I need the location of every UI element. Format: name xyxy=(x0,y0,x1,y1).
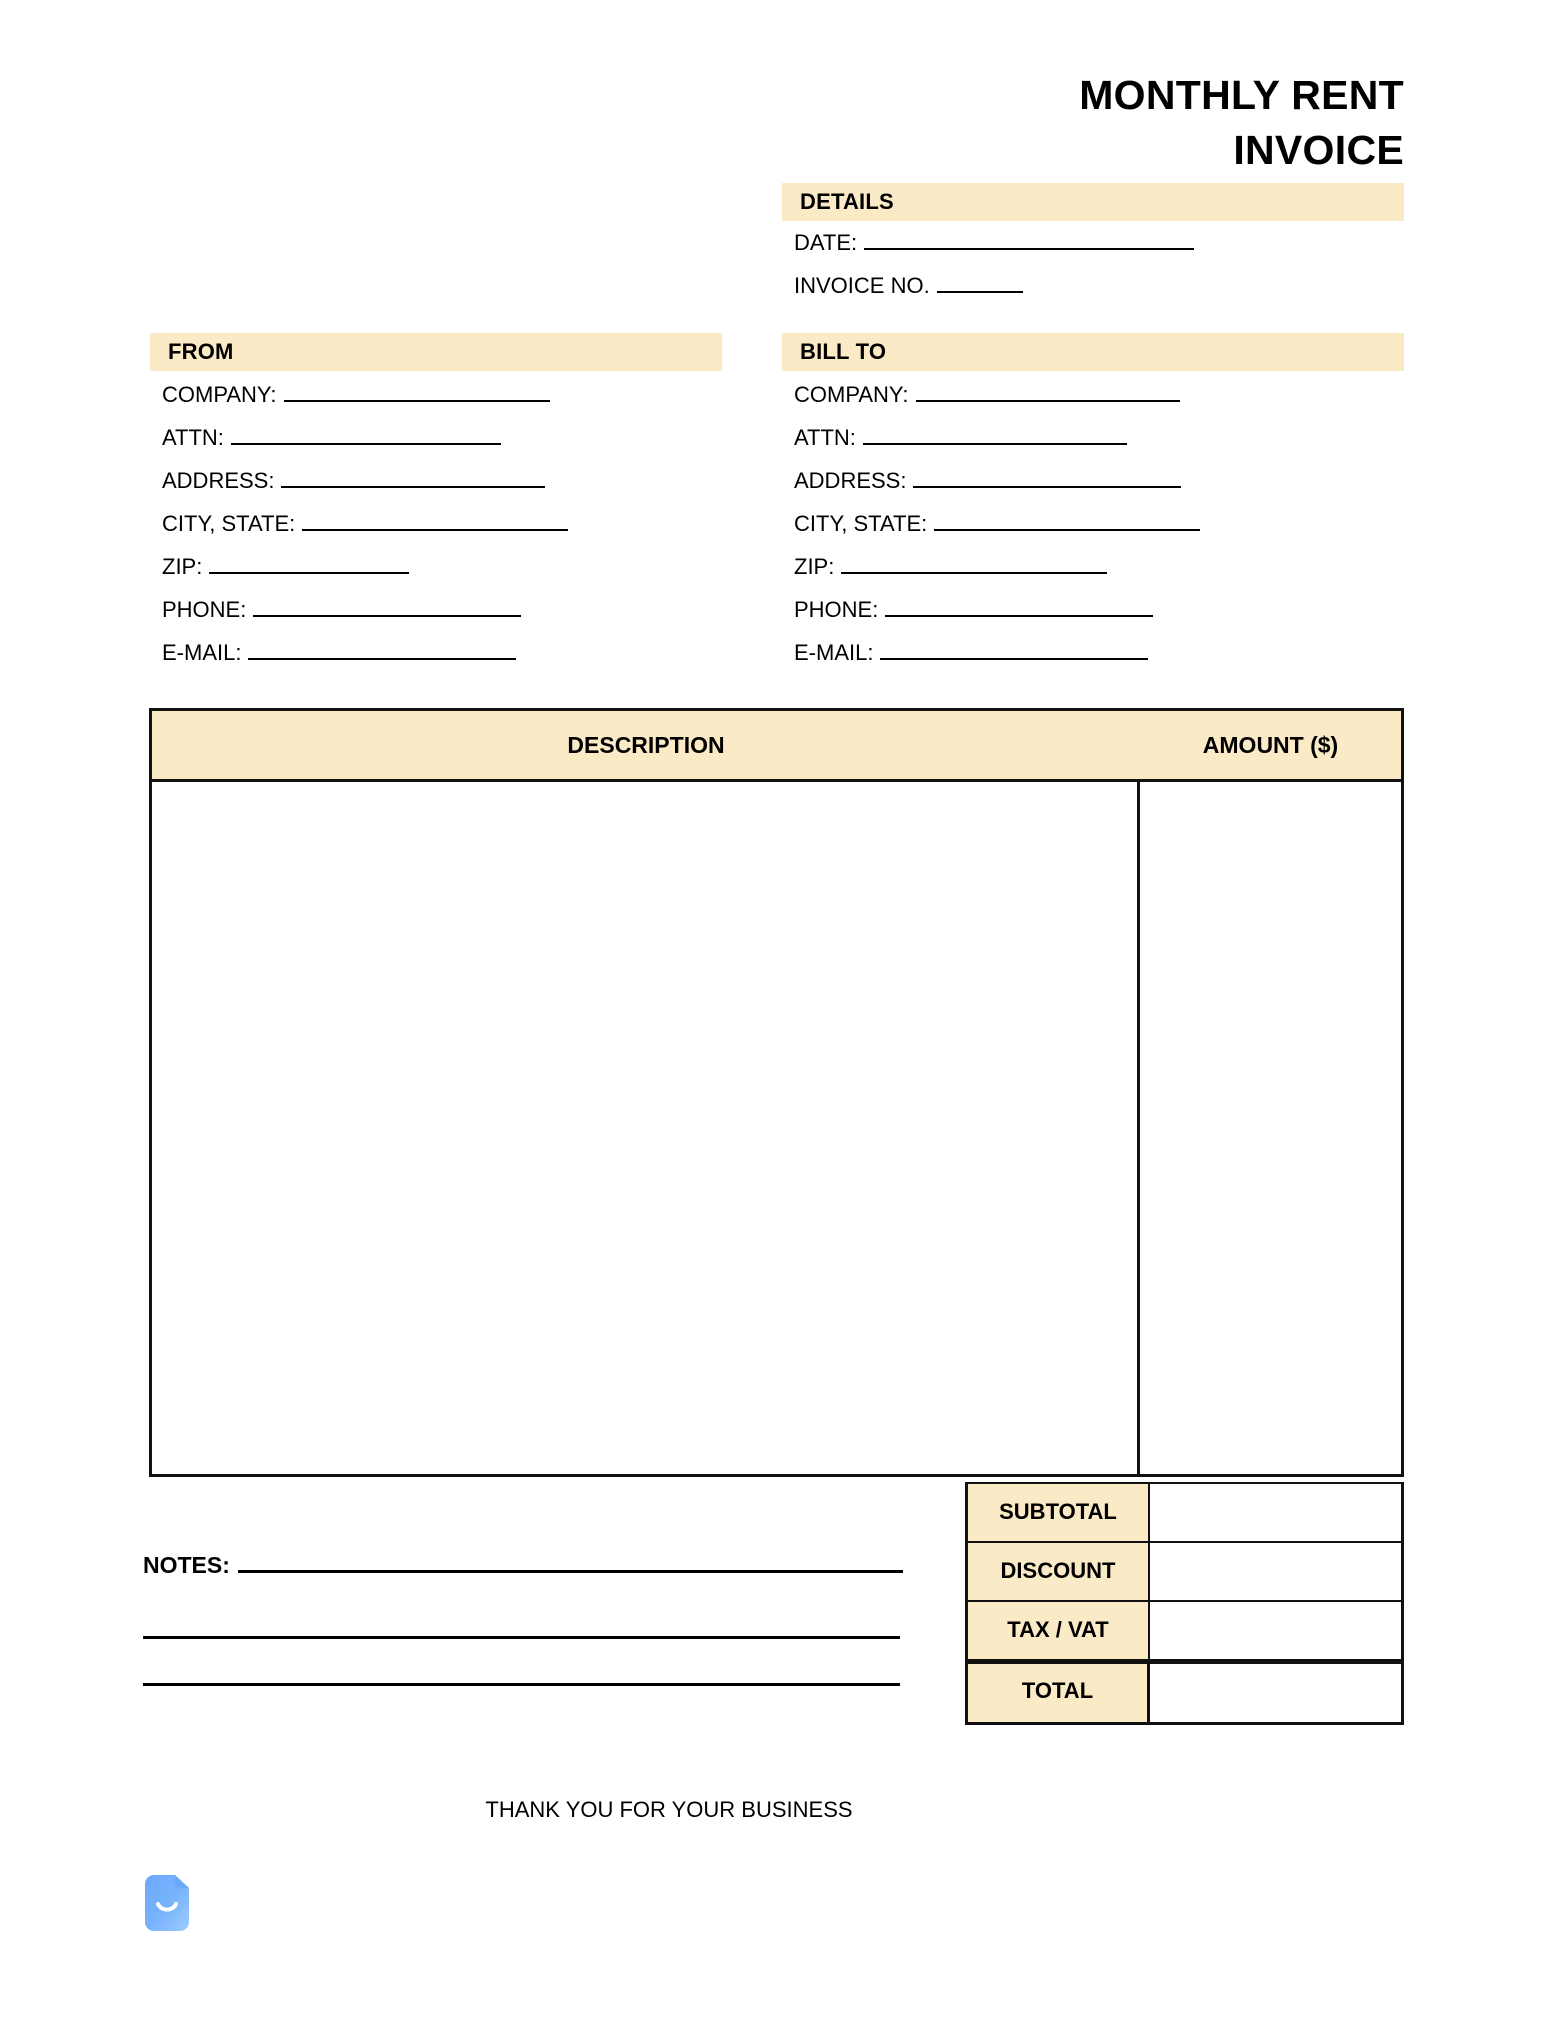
field-input-line[interactable] xyxy=(863,423,1127,445)
field-input-line[interactable] xyxy=(284,380,550,402)
field-label: CITY, STATE: xyxy=(162,511,296,536)
from-section-header xyxy=(150,333,722,371)
field-row xyxy=(794,509,1200,552)
field-input-line[interactable] xyxy=(864,228,1194,250)
field-input-line[interactable] xyxy=(231,423,501,445)
field-label: DATE: xyxy=(794,230,858,255)
field-label: ADDRESS: xyxy=(162,468,275,493)
page-title-line-1: MONTHLY RENT xyxy=(1079,72,1404,118)
field-input-line[interactable] xyxy=(916,380,1180,402)
field-row xyxy=(162,380,568,423)
field-label: ATTN: xyxy=(162,425,224,450)
field-row xyxy=(794,228,1194,271)
field-label: CITY, STATE: xyxy=(794,511,928,536)
description-entry-area[interactable] xyxy=(152,782,1140,1474)
field-input-line[interactable] xyxy=(302,509,568,531)
field-row xyxy=(794,380,1200,423)
field-row xyxy=(162,423,568,466)
field-label: INVOICE NO. xyxy=(794,273,930,298)
page-title xyxy=(700,68,1404,178)
notes-label: NOTES: xyxy=(143,1552,230,1578)
field-row xyxy=(794,638,1200,681)
notes-first-line xyxy=(143,1548,903,1592)
field-input-line[interactable] xyxy=(885,595,1153,617)
bill-to-heading-label: BILL TO xyxy=(800,339,887,364)
line-items-header-row xyxy=(152,711,1401,782)
totals-value[interactable] xyxy=(1150,1664,1401,1722)
field-row xyxy=(162,638,568,681)
totals-label: TOTAL xyxy=(968,1664,1150,1722)
field-label: PHONE: xyxy=(794,597,879,622)
details-section-header xyxy=(782,183,1404,221)
field-input-line[interactable] xyxy=(281,466,545,488)
thank-you-message: THANK YOU FOR YOUR BUSINESS xyxy=(485,1797,853,1822)
field-input-line[interactable] xyxy=(253,595,521,617)
field-row xyxy=(794,595,1200,638)
from-heading-label: FROM xyxy=(168,339,234,364)
notes-input-line-3[interactable] xyxy=(143,1639,900,1686)
from-fields xyxy=(162,380,568,681)
bill-to-section-header xyxy=(782,333,1404,371)
field-input-line[interactable] xyxy=(880,638,1148,660)
field-row xyxy=(794,271,1194,314)
field-label: ZIP: xyxy=(794,554,835,579)
details-heading-label: DETAILS xyxy=(800,189,894,214)
field-input-line[interactable] xyxy=(937,271,1023,293)
line-items-table xyxy=(149,708,1404,1477)
totals-table xyxy=(965,1482,1404,1725)
field-label: PHONE: xyxy=(162,597,247,622)
totals-value[interactable] xyxy=(1150,1602,1401,1659)
field-input-line[interactable] xyxy=(209,552,409,574)
field-input-line[interactable] xyxy=(841,552,1107,574)
field-label: COMPANY: xyxy=(794,382,909,407)
bill-to-fields xyxy=(794,380,1200,681)
field-row xyxy=(794,466,1200,509)
totals-row xyxy=(968,1482,1401,1543)
document-smile-logo-icon xyxy=(145,1875,189,1931)
totals-row xyxy=(968,1661,1401,1725)
notes-input-line-1[interactable] xyxy=(238,1548,903,1573)
page-title-line-2: INVOICE xyxy=(1233,127,1404,173)
field-row xyxy=(794,423,1200,466)
totals-label: SUBTOTAL xyxy=(968,1484,1150,1541)
totals-label: TAX / VAT xyxy=(968,1602,1150,1659)
field-label: ATTN: xyxy=(794,425,856,450)
field-row xyxy=(162,552,568,595)
amount-entry-area[interactable] xyxy=(1140,782,1401,1474)
totals-value[interactable] xyxy=(1150,1484,1401,1541)
totals-row xyxy=(968,1543,1401,1602)
field-row xyxy=(162,466,568,509)
field-label: COMPANY: xyxy=(162,382,277,407)
totals-label: DISCOUNT xyxy=(968,1543,1150,1600)
totals-row xyxy=(968,1602,1401,1661)
notes-section xyxy=(143,1548,903,1686)
field-input-line[interactable] xyxy=(934,509,1200,531)
details-fields xyxy=(794,228,1194,314)
field-row xyxy=(162,509,568,552)
notes-input-line-2[interactable] xyxy=(143,1592,900,1639)
field-label: E-MAIL: xyxy=(794,640,874,665)
field-row xyxy=(162,595,568,638)
column-header-amount: AMOUNT ($) xyxy=(1202,732,1339,758)
field-row xyxy=(794,552,1200,595)
field-label: E-MAIL: xyxy=(162,640,242,665)
column-header-description: DESCRIPTION xyxy=(567,732,725,758)
field-input-line[interactable] xyxy=(248,638,516,660)
totals-value[interactable] xyxy=(1150,1543,1401,1600)
field-input-line[interactable] xyxy=(913,466,1181,488)
field-label: ADDRESS: xyxy=(794,468,907,493)
line-items-body xyxy=(152,782,1401,1474)
field-label: ZIP: xyxy=(162,554,203,579)
